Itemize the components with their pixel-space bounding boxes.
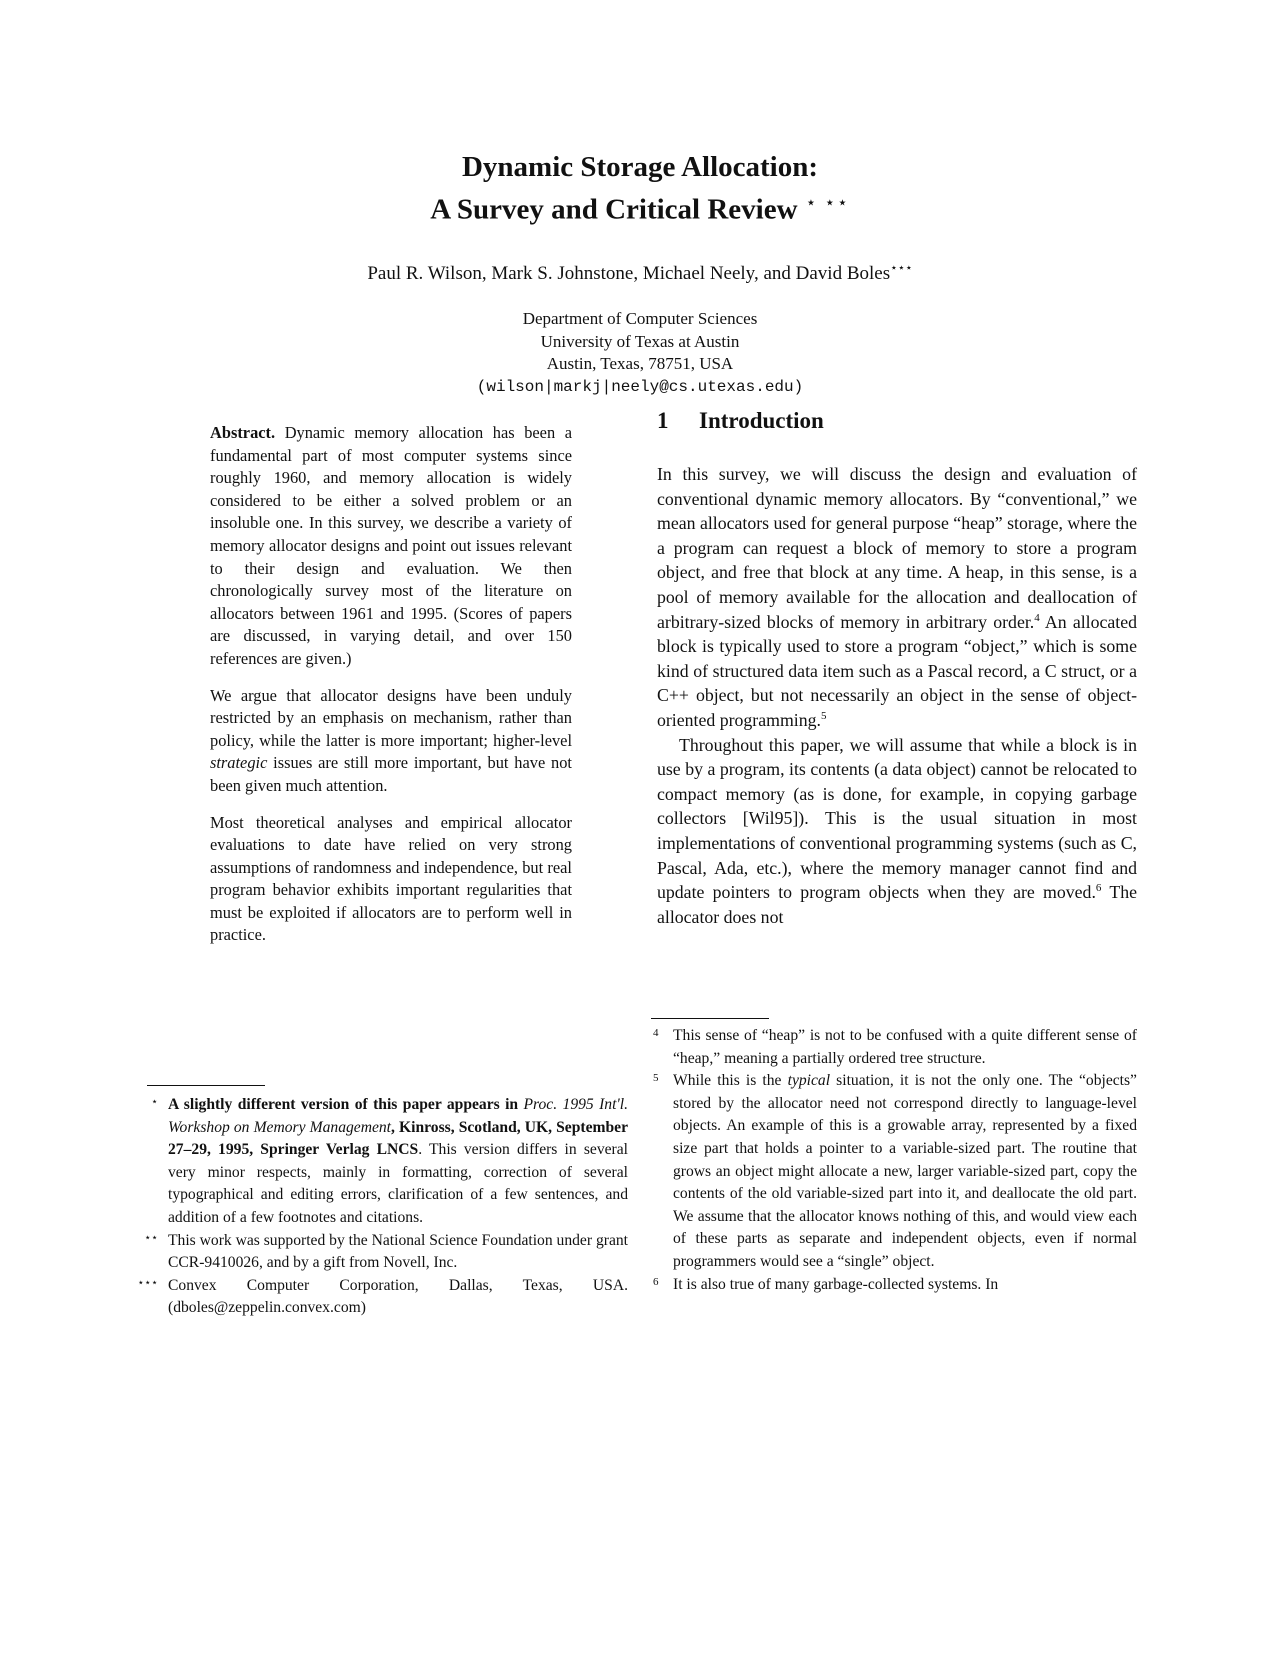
abstract-p2-text-a: We argue that allocator designs have been unduly restricted by an emphasis on mechanism, rather than policy, while the latter is more important; higher-level [210, 685, 572, 750]
abstract-paragraph-3: Most theoretical analyses and empirical allocator evaluations to date have relied on very strong assumptions of randomness and independence, but real program behavior exhibits important regularities that must be exploited if allocators are to perform well in practice. [210, 812, 572, 945]
abstract-label: Abstract. [210, 423, 276, 442]
footnote-star-2 [140, 1230, 628, 1275]
intro-p2-text-a: Throughout this paper, we will assume that while a block is in use by a program, its contents (a data object) cannot be relocated to compact memory (as is done, for example, in copying garbage collectors [Wil95]). This is the usual situation in most implementations of conventional programming systems (such as C, Pascal, Ada, etc.), where the memory manager cannot find and update pointers to program objects when they are moved. [657, 734, 1137, 903]
title-line-2: A Survey and Critical Review [430, 193, 798, 226]
footnote-rule-left [147, 1085, 265, 1086]
footnote-text: This sense of “heap” is not to be confused with a quite different sense of “heap,” meaning a partially ordered tree structure. [673, 1027, 1137, 1067]
footnote-text-a: While this is the [673, 1072, 788, 1090]
title-footnote-marks: ⋆ ⋆⋆ [805, 193, 850, 212]
intro-paragraph-1 [657, 462, 1137, 733]
intro-p1-text-a: In this survey, we will discuss the design and evaluation of conventional dynamic memory allocators. By “conventional,” we mean allocators used for general purpose “heap” storage, where the a program can request a block of memory to store a program object, and free that block at any time. A heap, in this sense, is a pool of memory available for the allocation and deallocation of arbitrary-sized blocks of memory in arbitrary order. [657, 464, 1137, 632]
footnote-bold-text: A slightly different version of this paper appears in [168, 1096, 524, 1113]
section-heading [657, 408, 1137, 434]
abstract-p2-emphasis: strategic [210, 753, 268, 773]
footnote-bold-text-2: , Kinross, Scotland, UK, September 27–29, 1995, Springer Verlag LNCS [168, 1118, 629, 1159]
affiliation [0, 308, 1280, 398]
footnote-ref-6[interactable]: 6 [1095, 882, 1102, 895]
title-line-1: Dynamic Storage Allocation: [461, 151, 818, 183]
author-list [0, 260, 1280, 285]
introduction-section [657, 408, 1137, 929]
footnote-text: Convex Computer Corporation, Dallas, Texas, USA. (dboles@zeppelin.convex.com) [168, 1276, 628, 1317]
footnote-ref-4[interactable]: 4 [1034, 611, 1040, 624]
abstract [210, 422, 572, 961]
author-names: Paul R. Wilson, Mark S. Johnstone, Michael Neely, and David Boles [367, 263, 891, 284]
footnote-5 [653, 1070, 1137, 1273]
footnote-emphasis: typical [787, 1072, 831, 1090]
footnote-star-3 [137, 1275, 628, 1320]
section-number: 1 [657, 408, 669, 433]
abstract-p1-text: Dynamic memory allocation has been a fundamental part of most computer systems since roughly 1960, and memory allocation is widely considered to be either a solved problem or an insoluble one. In this survey, we describe a variety of memory allocator designs and point out issues relevant to their design and evaluation. We then chronologically survey most of the literature on allocators between 1961 and 1995. (Scores of papers are discussed, in varying detail, and over 150 references are given.) [210, 423, 572, 668]
footnote-mark: ⋆⋆ [144, 1231, 158, 1244]
intro-p2-text-b: The allocator does not [657, 882, 1137, 927]
footnote-venue: Proc. 1995 Int'l. Workshop on Memory Management [168, 1096, 628, 1136]
footnote-4 [653, 1025, 1137, 1070]
footnote-ref-5[interactable]: 5 [820, 710, 827, 723]
footnote-rule-right [651, 1018, 769, 1019]
abstract-p2-text-b: issues are still more important, but have not been given much attention. [210, 753, 572, 795]
footnote-text: This work was supported by the National Science Foundation under grant CCR-9410026, and by a gift from Novell, Inc. [168, 1231, 628, 1272]
footnote-6 [653, 1274, 1137, 1297]
affiliation-university: University of Texas at Austin [540, 331, 740, 351]
footnote-text-b: situation, it is not the only one. The “objects” stored by the allocator need not correspond directly to language-level objects. An example of this is a growable array, represented by a fixed size part that holds a pointer to a variable-sized part. The routine that grows an object might allocate a new, larger variable-sized part, copy the contents of the old variable-sized part into it, and deallocate the old part. We assume that the allocator knows nothing of this, and would view each of these parts as separate and independent objects, even if normal programmers would see a “single” object. [673, 1072, 1137, 1270]
footnotes-left [137, 1094, 629, 1320]
intro-paragraph-2 [657, 733, 1137, 930]
intro-p1-text-b: An allocated block is typically used to store a program “object,” which is some kind of structured data item such as a Pascal record, a C struct, or a C++ object, but not necessarily an object in the sense of object-oriented programming. [657, 611, 1138, 730]
affiliation-email: (wilson|markj|neely@cs.utexas.edu) [476, 377, 804, 396]
footnote-mark: ⋆⋆⋆ [137, 1276, 158, 1289]
author-footnote-mark: ⋆⋆⋆ [890, 260, 913, 275]
abstract-paragraph-2 [210, 685, 572, 798]
footnote-star-1 [140, 1094, 628, 1230]
footnote-mark: 6 [653, 1275, 659, 1288]
section-title: Introduction [699, 408, 824, 433]
footnote-mark: 4 [653, 1027, 659, 1039]
affiliation-city: Austin, Texas, 78751, USA [546, 354, 734, 373]
footnote-text: It is also true of many garbage-collected systems. In [673, 1275, 999, 1293]
footnotes-right [653, 1025, 1137, 1296]
footnote-text: . This version differs in several very minor respects, mainly in formatting, correction of several typographical and editing errors, clarification of a few sentences, and addition of a few footnotes and citations. [168, 1141, 629, 1226]
paper-title [0, 150, 1280, 228]
abstract-paragraph-1 [210, 422, 572, 671]
affiliation-department: Department of Computer Sciences [522, 309, 758, 328]
footnote-mark: ⋆ [151, 1096, 158, 1108]
footnote-mark: 5 [653, 1072, 659, 1085]
introduction-body [657, 462, 1137, 929]
